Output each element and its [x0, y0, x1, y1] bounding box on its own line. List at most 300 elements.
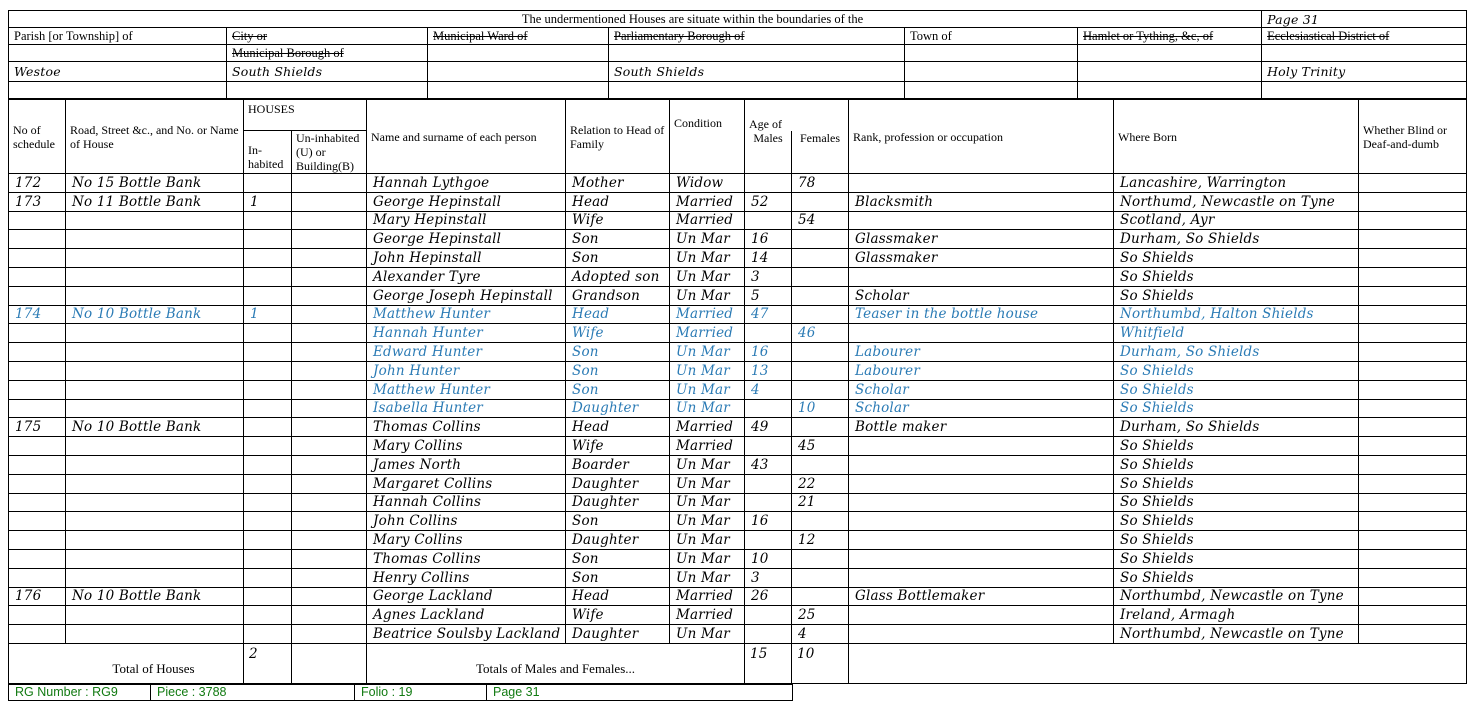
table-row	[9, 174, 1467, 193]
parliamentary-blank	[609, 45, 905, 62]
schedule-cell	[9, 230, 66, 249]
condition-cell: Un Mar	[670, 230, 745, 249]
blind-cell	[1359, 324, 1467, 343]
uninhabited-cell	[292, 474, 367, 493]
table-row	[9, 343, 1467, 362]
schedule-cell	[9, 286, 66, 305]
schedule-cell	[9, 549, 66, 568]
road-cell: No 10 Bottle Bank	[66, 587, 244, 606]
city-label: City or	[227, 28, 428, 45]
spacer-cell	[1078, 82, 1262, 99]
road-cell	[66, 606, 244, 625]
town-label: Town of	[905, 28, 1078, 45]
uninhabited-cell	[292, 305, 367, 324]
male-age-cell	[745, 625, 792, 644]
condition-cell: Married	[670, 305, 745, 324]
inhabited-cell	[244, 493, 292, 512]
folio-number: Folio : 19	[355, 684, 487, 700]
relation-cell: Boarder	[566, 455, 670, 474]
condition-cell: Un Mar	[670, 267, 745, 286]
occupation-cell: Glassmaker	[849, 249, 1114, 268]
inhabited-cell	[244, 267, 292, 286]
condition-cell: Un Mar	[670, 343, 745, 362]
occupation-cell: Scholar	[849, 399, 1114, 418]
col-inhabited: In-habited	[244, 131, 292, 174]
birthplace-cell: So Shields	[1114, 399, 1359, 418]
male-age-cell	[745, 531, 792, 550]
female-age-cell	[792, 249, 849, 268]
uninhabited-cell	[292, 568, 367, 587]
name-cell: Beatrice Soulsby Lackland	[367, 625, 566, 644]
ecclesiastical-value: Holy Trinity	[1262, 62, 1467, 82]
relation-cell: Son	[566, 512, 670, 531]
table-row	[9, 380, 1467, 399]
condition-cell: Un Mar	[670, 531, 745, 550]
inhabited-cell	[244, 531, 292, 550]
col-houses: HOUSES	[244, 100, 367, 131]
total-males: 15	[745, 643, 792, 683]
birthplace-cell: So Shields	[1114, 493, 1359, 512]
col-occupation: Rank, profession or occupation	[849, 100, 1114, 174]
schedule-cell	[9, 606, 66, 625]
uninhabited-cell	[292, 230, 367, 249]
relation-cell: Son	[566, 249, 670, 268]
condition-cell: Un Mar	[670, 399, 745, 418]
inhabited-cell	[244, 418, 292, 437]
name-cell: Edward Hunter	[367, 343, 566, 362]
female-age-cell	[792, 568, 849, 587]
occupation-cell	[849, 625, 1114, 644]
borough-value: South Shields	[227, 62, 428, 82]
uninhabited-cell	[292, 192, 367, 211]
blind-cell	[1359, 493, 1467, 512]
name-cell: George Hepinstall	[367, 230, 566, 249]
male-age-cell: 26	[745, 587, 792, 606]
table-row	[9, 267, 1467, 286]
road-cell	[66, 361, 244, 380]
birthplace-cell: So Shields	[1114, 437, 1359, 456]
uninhabited-cell	[292, 455, 367, 474]
ward-blank	[428, 45, 609, 62]
road-cell	[66, 625, 244, 644]
parliamentary-label: Parliamentary Borough of	[609, 28, 905, 45]
inhabited-cell: 1	[244, 305, 292, 324]
name-cell: Mary Collins	[367, 437, 566, 456]
female-age-cell: 78	[792, 174, 849, 193]
birthplace-cell: Northumbd, Halton Shields	[1114, 305, 1359, 324]
schedule-cell	[9, 512, 66, 531]
ecclesiastical-label: Ecclesiastical District of	[1262, 28, 1467, 45]
condition-cell: Married	[670, 437, 745, 456]
relation-cell: Wife	[566, 606, 670, 625]
parish-label: Parish [or Township] of	[9, 28, 227, 45]
occupation-cell	[849, 324, 1114, 343]
male-age-cell: 4	[745, 380, 792, 399]
inhabited-cell	[244, 437, 292, 456]
relation-cell: Daughter	[566, 399, 670, 418]
name-cell: John Hepinstall	[367, 249, 566, 268]
road-cell	[66, 455, 244, 474]
name-cell: Hannah Lythgoe	[367, 174, 566, 193]
male-age-cell	[745, 324, 792, 343]
col-uninhabited: Un-inhabited (U) or Building(B)	[292, 131, 367, 174]
inhabited-cell	[244, 587, 292, 606]
table-row	[9, 399, 1467, 418]
road-cell: No 15 Bottle Bank	[66, 174, 244, 193]
birthplace-cell: So Shields	[1114, 267, 1359, 286]
rg-number: RG Number : RG9	[9, 684, 151, 700]
male-age-cell: 49	[745, 418, 792, 437]
blind-cell	[1359, 399, 1467, 418]
page-number-label: Page 31	[1262, 11, 1467, 28]
name-cell: Mary Hepinstall	[367, 211, 566, 230]
page-reference: Page 31	[487, 684, 793, 700]
household-table	[8, 99, 1467, 684]
female-age-cell	[792, 512, 849, 531]
road-cell: No 10 Bottle Bank	[66, 305, 244, 324]
birthplace-cell: So Shields	[1114, 474, 1359, 493]
table-row	[9, 474, 1467, 493]
inhabited-cell	[244, 343, 292, 362]
name-cell: Matthew Hunter	[367, 380, 566, 399]
table-row	[9, 230, 1467, 249]
male-age-cell	[745, 211, 792, 230]
condition-cell: Un Mar	[670, 549, 745, 568]
borough-label: Municipal Borough of	[227, 45, 428, 62]
road-cell	[66, 343, 244, 362]
col-females: Females	[792, 131, 849, 174]
blind-cell	[1359, 418, 1467, 437]
schedule-cell	[9, 455, 66, 474]
occupation-cell: Glass Bottlemaker	[849, 587, 1114, 606]
uninhabited-cell	[292, 493, 367, 512]
parish-blank	[9, 45, 227, 62]
spacer-cell	[1262, 82, 1467, 99]
relation-cell: Son	[566, 230, 670, 249]
birthplace-cell: Scotland, Ayr	[1114, 211, 1359, 230]
birthplace-cell: Durham, So Shields	[1114, 230, 1359, 249]
inhabited-cell: 1	[244, 192, 292, 211]
name-cell: George Joseph Hepinstall	[367, 286, 566, 305]
female-age-cell	[792, 267, 849, 286]
table-row	[9, 531, 1467, 550]
condition-cell: Married	[670, 587, 745, 606]
name-cell: John Hunter	[367, 361, 566, 380]
census-sheet	[8, 10, 1468, 701]
uninhabited-cell	[292, 267, 367, 286]
male-age-cell: 13	[745, 361, 792, 380]
col-schedule: No of schedule	[9, 100, 66, 174]
occupation-cell	[849, 493, 1114, 512]
occupation-cell	[849, 531, 1114, 550]
inhabited-cell	[244, 549, 292, 568]
occupation-cell: Labourer	[849, 361, 1114, 380]
table-row	[9, 286, 1467, 305]
uninhabited-cell	[292, 549, 367, 568]
col-name: Name and surname of each person	[367, 100, 566, 174]
relation-cell: Head	[566, 192, 670, 211]
blind-cell	[1359, 174, 1467, 193]
table-row	[9, 625, 1467, 644]
birthplace-cell: So Shields	[1114, 568, 1359, 587]
relation-cell: Son	[566, 361, 670, 380]
parish-value: Westoe	[9, 62, 227, 82]
uninhabited-cell	[292, 418, 367, 437]
table-row	[9, 437, 1467, 456]
male-age-cell	[745, 174, 792, 193]
uninhabited-cell	[292, 174, 367, 193]
occupation-cell	[849, 267, 1114, 286]
blind-cell	[1359, 380, 1467, 399]
male-age-cell: 5	[745, 286, 792, 305]
table-row	[9, 587, 1467, 606]
schedule-cell: 176	[9, 587, 66, 606]
condition-cell: Married	[670, 418, 745, 437]
uninhabited-cell	[292, 211, 367, 230]
col-age: Age of	[745, 100, 849, 131]
birthplace-cell: Northumd, Newcastle on Tyne	[1114, 192, 1359, 211]
male-age-cell: 47	[745, 305, 792, 324]
inhabited-cell	[244, 286, 292, 305]
female-age-cell: 25	[792, 606, 849, 625]
condition-cell: Married	[670, 324, 745, 343]
schedule-cell	[9, 343, 66, 362]
male-age-cell: 3	[745, 568, 792, 587]
name-cell: Isabella Hunter	[367, 399, 566, 418]
birthplace-cell: So Shields	[1114, 380, 1359, 399]
parliamentary-value: South Shields	[609, 62, 905, 82]
occupation-cell: Teaser in the bottle house	[849, 305, 1114, 324]
blind-cell	[1359, 361, 1467, 380]
road-cell	[66, 286, 244, 305]
inhabited-cell	[244, 399, 292, 418]
schedule-cell	[9, 249, 66, 268]
inhabited-cell	[244, 455, 292, 474]
totals-blank	[849, 643, 1467, 683]
condition-cell: Married	[670, 606, 745, 625]
blind-cell	[1359, 512, 1467, 531]
uninhabited-cell	[292, 587, 367, 606]
occupation-cell	[849, 606, 1114, 625]
male-age-cell	[745, 474, 792, 493]
uninhabited-cell	[292, 324, 367, 343]
road-cell	[66, 211, 244, 230]
relation-cell: Grandson	[566, 286, 670, 305]
schedule-cell	[9, 267, 66, 286]
hamlet-label: Hamlet or Tything, &c, of	[1078, 28, 1262, 45]
relation-cell: Son	[566, 380, 670, 399]
table-row	[9, 192, 1467, 211]
male-age-cell: 43	[745, 455, 792, 474]
inhabited-cell	[244, 230, 292, 249]
occupation-cell	[849, 549, 1114, 568]
female-age-cell	[792, 418, 849, 437]
female-age-cell: 46	[792, 324, 849, 343]
road-cell	[66, 267, 244, 286]
male-age-cell: 3	[745, 267, 792, 286]
col-condition: Condition	[670, 100, 745, 174]
female-age-cell	[792, 343, 849, 362]
total-females: 10	[792, 643, 849, 683]
male-age-cell: 16	[745, 230, 792, 249]
piece-number: Piece : 3788	[151, 684, 355, 700]
relation-cell: Wife	[566, 324, 670, 343]
blind-cell	[1359, 474, 1467, 493]
schedule-cell: 175	[9, 418, 66, 437]
blind-cell	[1359, 211, 1467, 230]
uninhabited-cell	[292, 512, 367, 531]
inhabited-cell	[244, 211, 292, 230]
table-row	[9, 549, 1467, 568]
occupation-cell: Blacksmith	[849, 192, 1114, 211]
ward-label: Municipal Ward of	[428, 28, 609, 45]
spacer-cell	[9, 82, 227, 99]
road-cell	[66, 399, 244, 418]
occupation-cell: Scholar	[849, 380, 1114, 399]
male-age-cell	[745, 399, 792, 418]
ward-value	[428, 62, 609, 82]
female-age-cell	[792, 587, 849, 606]
name-cell: James North	[367, 455, 566, 474]
uninhabited-cell	[292, 343, 367, 362]
blind-cell	[1359, 343, 1467, 362]
inhabited-cell	[244, 324, 292, 343]
schedule-cell	[9, 211, 66, 230]
col-males: Males	[745, 131, 792, 174]
blind-cell	[1359, 455, 1467, 474]
blind-cell	[1359, 305, 1467, 324]
col-relation: Relation to Head of Family	[566, 100, 670, 174]
relation-cell: Daughter	[566, 625, 670, 644]
male-age-cell	[745, 437, 792, 456]
condition-cell: Un Mar	[670, 286, 745, 305]
road-cell	[66, 324, 244, 343]
birthplace-cell: Durham, So Shields	[1114, 343, 1359, 362]
relation-cell: Son	[566, 343, 670, 362]
occupation-cell: Glassmaker	[849, 230, 1114, 249]
birthplace-cell: Lancashire, Warrington	[1114, 174, 1359, 193]
road-cell	[66, 568, 244, 587]
blind-cell	[1359, 606, 1467, 625]
condition-cell: Un Mar	[670, 512, 745, 531]
inhabited-cell	[244, 380, 292, 399]
female-age-cell: 54	[792, 211, 849, 230]
name-cell: John Collins	[367, 512, 566, 531]
road-cell	[66, 493, 244, 512]
female-age-cell: 22	[792, 474, 849, 493]
occupation-cell	[849, 437, 1114, 456]
total-uninhabited	[292, 643, 367, 683]
schedule-cell	[9, 380, 66, 399]
female-age-cell	[792, 361, 849, 380]
uninhabited-cell	[292, 531, 367, 550]
relation-cell: Daughter	[566, 531, 670, 550]
female-age-cell: 45	[792, 437, 849, 456]
schedule-cell	[9, 399, 66, 418]
female-age-cell: 12	[792, 531, 849, 550]
inhabited-cell	[244, 174, 292, 193]
uninhabited-cell	[292, 399, 367, 418]
condition-cell: Un Mar	[670, 568, 745, 587]
name-cell: Thomas Collins	[367, 418, 566, 437]
female-age-cell	[792, 305, 849, 324]
road-cell: No 11 Bottle Bank	[66, 192, 244, 211]
table-row	[9, 324, 1467, 343]
female-age-cell	[792, 455, 849, 474]
boundaries-title: The undermentioned Houses are situate within the boundaries of the	[9, 11, 1262, 28]
condition-cell: Un Mar	[670, 625, 745, 644]
female-age-cell: 10	[792, 399, 849, 418]
relation-cell: Daughter	[566, 493, 670, 512]
inhabited-cell	[244, 568, 292, 587]
condition-cell: Un Mar	[670, 361, 745, 380]
schedule-cell: 172	[9, 174, 66, 193]
road-cell	[66, 249, 244, 268]
male-age-cell: 16	[745, 343, 792, 362]
total-houses-label: Total of Houses	[9, 643, 244, 683]
condition-cell: Un Mar	[670, 493, 745, 512]
table-row	[9, 493, 1467, 512]
relation-cell: Head	[566, 587, 670, 606]
relation-cell: Head	[566, 418, 670, 437]
schedule-cell	[9, 531, 66, 550]
condition-cell: Un Mar	[670, 249, 745, 268]
male-age-cell	[745, 493, 792, 512]
female-age-cell	[792, 380, 849, 399]
blind-cell	[1359, 249, 1467, 268]
birthplace-cell: So Shields	[1114, 531, 1359, 550]
schedule-cell: 174	[9, 305, 66, 324]
female-age-cell	[792, 286, 849, 305]
hamlet-value	[1078, 62, 1262, 82]
table-row	[9, 418, 1467, 437]
name-cell: Hannah Hunter	[367, 324, 566, 343]
inhabited-cell	[244, 606, 292, 625]
schedule-cell	[9, 625, 66, 644]
road-cell	[66, 380, 244, 399]
blind-cell	[1359, 192, 1467, 211]
birthplace-cell: So Shields	[1114, 512, 1359, 531]
name-cell: Margaret Collins	[367, 474, 566, 493]
name-cell: Alexander Tyre	[367, 267, 566, 286]
relation-cell: Wife	[566, 437, 670, 456]
household-rows	[9, 174, 1467, 644]
table-row	[9, 305, 1467, 324]
table-row	[9, 512, 1467, 531]
hamlet-blank	[1078, 45, 1262, 62]
road-cell	[66, 549, 244, 568]
blind-cell	[1359, 587, 1467, 606]
schedule-cell	[9, 493, 66, 512]
blind-cell	[1359, 549, 1467, 568]
schedule-cell	[9, 324, 66, 343]
relation-cell: Son	[566, 568, 670, 587]
table-row	[9, 211, 1467, 230]
female-age-cell	[792, 192, 849, 211]
blind-cell	[1359, 568, 1467, 587]
name-cell: Hannah Collins	[367, 493, 566, 512]
table-row	[9, 455, 1467, 474]
uninhabited-cell	[292, 606, 367, 625]
name-cell: Thomas Collins	[367, 549, 566, 568]
reference-footer	[8, 684, 793, 701]
blind-cell	[1359, 625, 1467, 644]
schedule-cell: 173	[9, 192, 66, 211]
male-age-cell: 52	[745, 192, 792, 211]
occupation-cell	[849, 512, 1114, 531]
name-cell: George Hepinstall	[367, 192, 566, 211]
occupation-cell: Labourer	[849, 343, 1114, 362]
